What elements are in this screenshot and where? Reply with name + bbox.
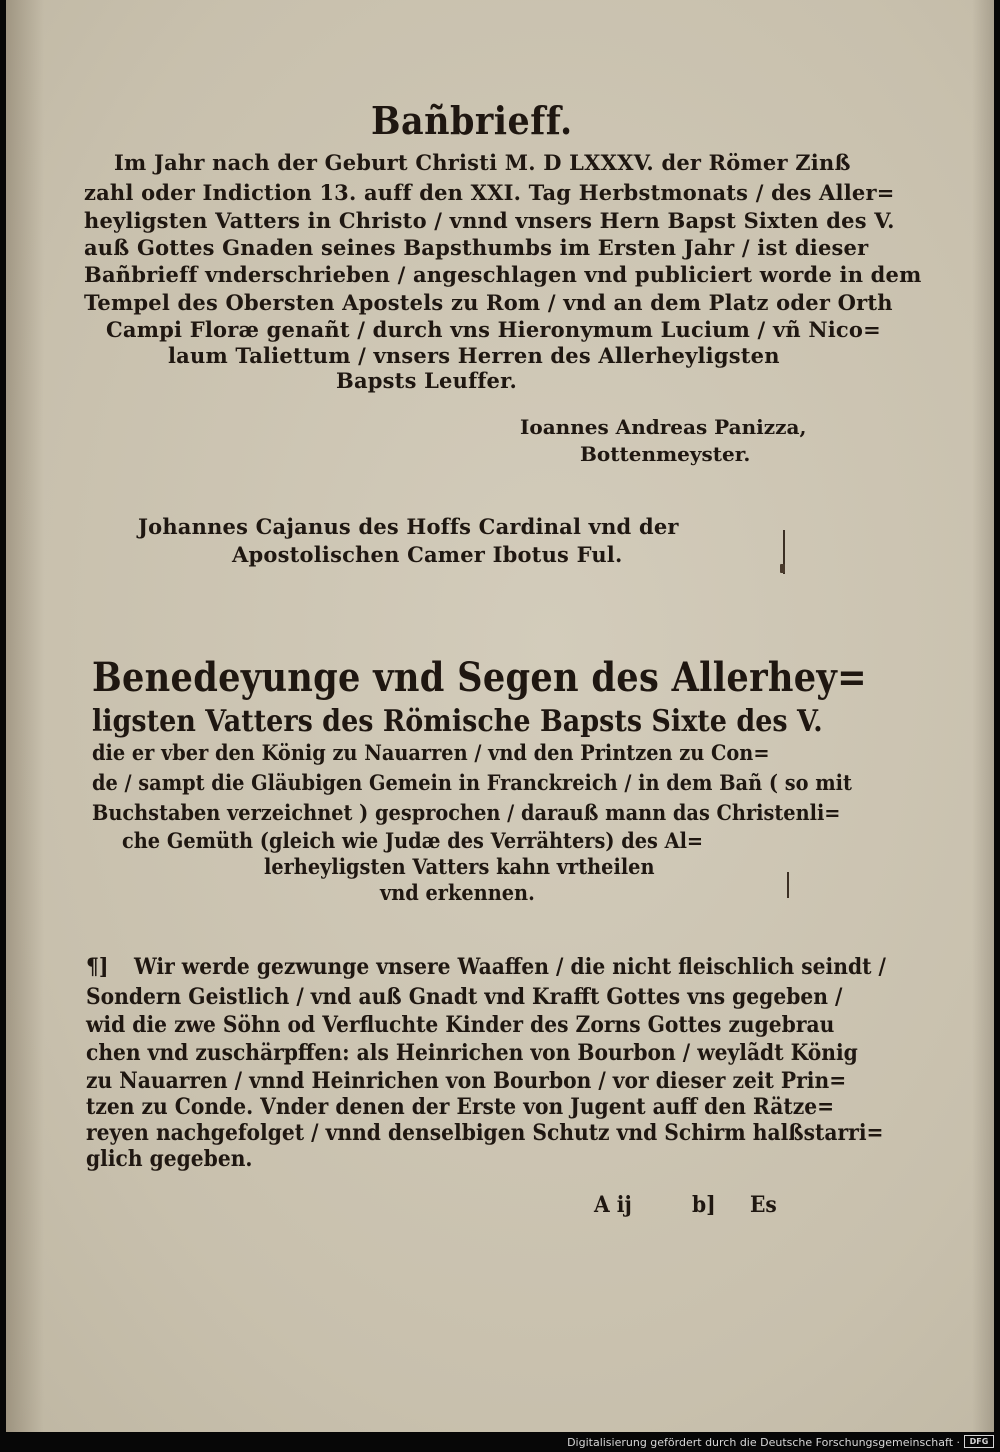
text-line: heyligsten Vatters in Christo / vnnd vnsers Hern Bapst Sixten des V. [84,208,895,233]
title-line: che Gemüth (gleich wie Judæ des Verrähters) des Al= [122,828,704,853]
signature-line: Ioannes Andreas Panizza, [520,415,807,439]
signature-line: Apostolischen Camer Ibotus Ful. [232,542,623,567]
text-line: laum Taliettum / vnsers Herren des Allerheyligsten [168,343,780,368]
page-heading: Bañbrieff. [371,98,573,143]
text-line: chen vnd zuschärpffen: als Heinrichen von Bourbon / weylãdt König [86,1040,858,1066]
title-line: ligsten Vatters des Römische Bapsts Sixte des V. [92,704,823,739]
gutter-mark [780,564,785,573]
text-line: glich gegeben. [86,1146,253,1172]
text-line: tzen zu Conde. Vnder denen der Erste von Jugent auff den Rätze= [86,1094,835,1120]
funding-credit: Digitalisierung gefördert durch die Deutsche Forschungsgemeinschaft · [567,1436,960,1449]
catchword: Es [750,1192,777,1218]
title-line: Benedeyunge vnd Segen des Allerhey= [92,654,867,701]
text-line: Im Jahr nach der Geburt Christi M. D LXXXV. der Römer Zinß [114,150,851,175]
title-line: de / sampt die Gläubigen Gemein in Franckreich / in dem Bañ ( so mit [92,770,852,795]
signature-bracket: b] [692,1192,716,1218]
title-line: Buchstaben verzeichnet ) gesprochen / darauß mann das Christenli= [92,800,841,825]
scanned-page [6,0,994,1432]
title-line: lerheyligsten Vatters kahn vrtheilen [264,854,655,879]
text-line: Campi Floræ genañt / durch vns Hieronymum Lucium / vñ Nico= [106,317,881,342]
text-line: zahl oder Indiction 13. auff den XXI. Tag Herbstmonats / des Aller= [84,180,895,205]
text-line: wid die zwe Söhn od Verfluchte Kinder des Zorns Gottes zugebrau [86,1012,835,1038]
gutter-mark [787,872,789,898]
text-line: Bañbrieff vnderschrieben / angeschlagen vnd publiciert worde in dem [84,262,922,287]
text-line: reyen nachgefolget / vnnd denselbigen Schutz vnd Schirm halßstarri= [86,1120,884,1146]
signature-line: Johannes Cajanus des Hoffs Cardinal vnd der [138,514,679,539]
signature-line: Bottenmeyster. [580,442,751,466]
text-line: zu Nauarren / vnnd Heinrichen von Bourbon / vor dieser zeit Prin= [86,1068,847,1094]
signature-mark: A ij [594,1192,632,1218]
text-line: Sondern Geistlich / vnd auß Gnadt vnd Krafft Gottes vns gegeben / [86,984,843,1010]
dfg-logo: DFG [964,1435,994,1448]
text-line: Bapsts Leuffer. [336,368,517,393]
title-line: vnd erkennen. [380,880,535,905]
text-line: Wir werde gezwunge vnsere Waaffen / die nicht fleischlich seindt / [134,954,886,980]
title-line: die er vber den König zu Nauarren / vnd den Printzen zu Con= [92,740,770,765]
text-line: auß Gottes Gnaden seines Bapsthumbs im Ersten Jahr / ist dieser [84,235,869,260]
paragraph-mark: ¶] [86,954,109,980]
text-line: Tempel des Obersten Apostels zu Rom / vnd an dem Platz oder Orth [84,290,893,315]
